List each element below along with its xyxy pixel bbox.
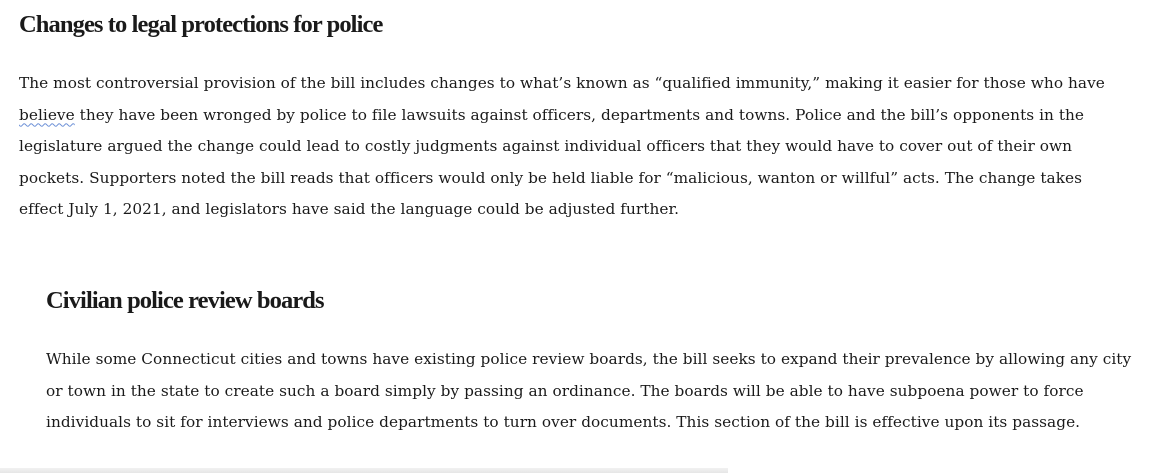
section-legal-protections [19, 8, 1129, 226]
section-body-legal-protections [19, 68, 1129, 226]
spellcheck-flagged-word[interactable]: believe [19, 105, 75, 124]
body-text-start: The most controversial provision of the bill includes changes to what’s known as “qualified immunity,” making it easier for those who have [19, 74, 1105, 92]
section-heading-review-boards: Civilian police review boards [46, 287, 324, 314]
body-text-end: they have been wronged by police to file lawsuits against officers, departments and towns. Police and the bill’s opponents in the legislature argued the change could lead to costly judgments against individual officers that they would have to cover out of their own pockets. Supporters noted the bill reads that officers would only be held liable for “malicious, wanton or willful” acts. The change takes effect July 1, 2021, and legislators have said the language could be adjusted further. [19, 105, 1085, 218]
bottom-divider [0, 468, 728, 473]
section-body-review-boards: While some Connecticut cities and towns have existing police review boards, the bill seeks to expand their prevalence by allowing any city or town in the state to create such a board simply by passing an ordinance. The boards will be able to have subpoena power to force individuals to sit for interviews and police departments to turn over documents. This section of the bill is effective upon its passage. [46, 350, 1132, 431]
section-heading-legal-protections: Changes to legal protections for police [19, 11, 383, 38]
section-review-boards [46, 284, 1136, 439]
